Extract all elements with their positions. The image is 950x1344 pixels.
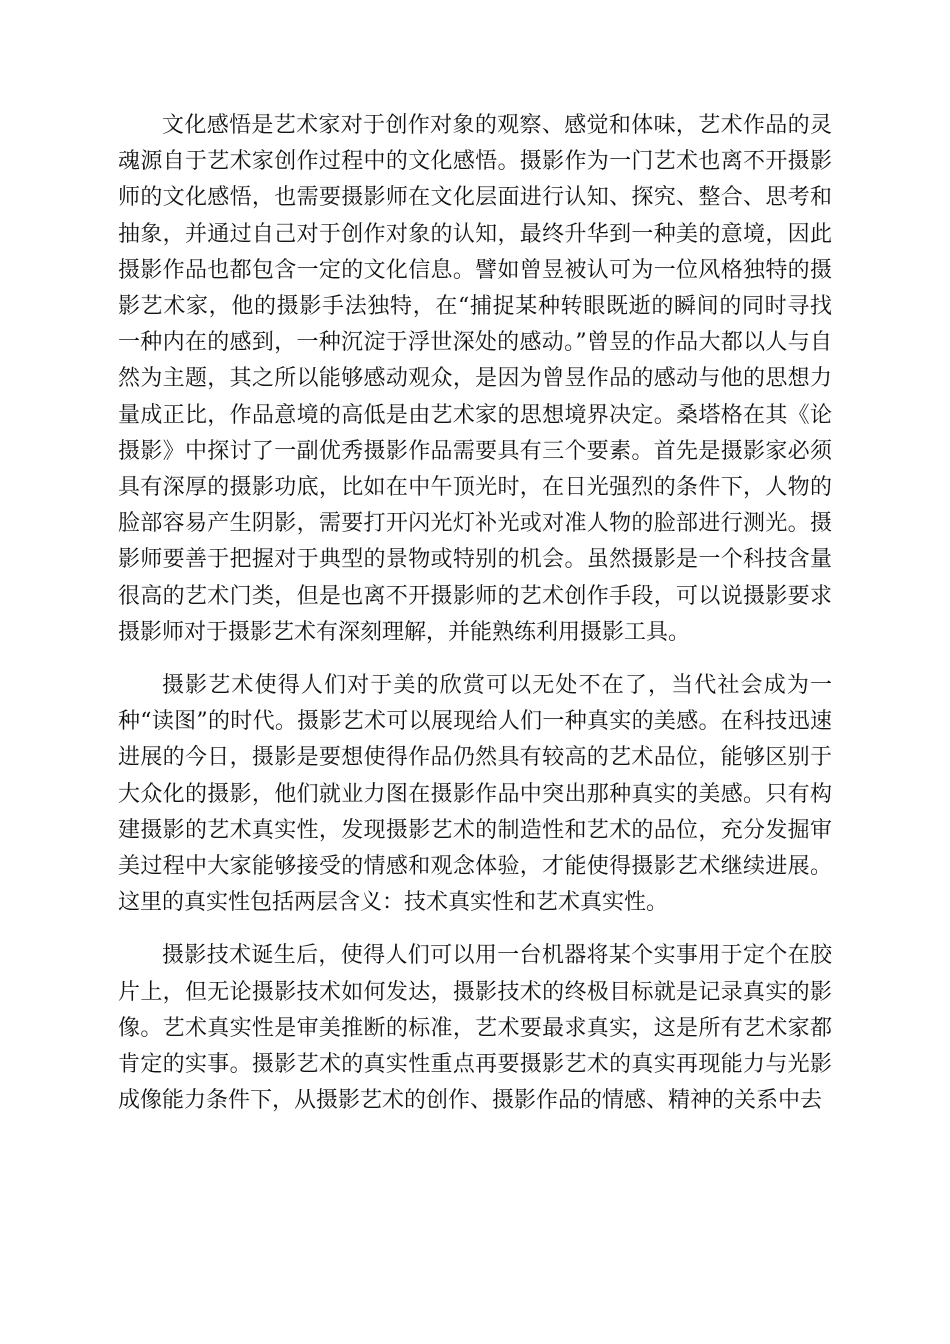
- paragraph-photographic-technology: 摄影技术诞生后，使得人们可以用一台机器将某个实事用于定个在胶片上，但无论摄影技术如何发达，摄影技术的终极目标就是记录真实的影像。艺术真实性是审美推断的标准，艺术要最求真实，这是所有艺术家都肯定的实事。摄影艺术的真实性重点再要摄影艺术的真实再现能力与光影成像能力条件下，从摄影艺术的创作、摄影作品的情感、精神的关系中去: [118, 943, 832, 1114]
- paragraph-photographic-authenticity: 摄影艺术使得人们对于美的欣赏可以无处不在了，当代社会成为一种“读图”的时代。摄影艺术可以展现给人们一种真实的美感。在科技迅速进展的今日，摄影是要想使得作品仍然具有较高的艺术品位，能够区别于大众化的摄影，他们就业力图在摄影作品中突出那种真实的美感。只有构建摄影的艺术真实性，发现摄影艺术的制造性和艺术的品位，充分发掘审美过程中大家能够接受的情感和观念体验，才能使得摄影艺术继续进展。这里的真实性包括两层含义：技术真实性和艺术真实性。: [118, 673, 832, 916]
- document-body: [118, 108, 832, 1119]
- paragraph-cultural-perception: 文化感悟是艺术家对于创作对象的观察、感觉和体味，艺术作品的灵魂源自于艺术家创作过程中的文化感悟。摄影作为一门艺术也离不开摄影师的文化感悟，也需要摄影师在文化层面进行认知、探究、整合、思考和抽象，并通过自己对于创作对象的认知，最终升华到一种美的意境，因此摄影作品也都包含一定的文化信息。譬如曾昱被认可为一位风格独特的摄影艺术家，他的摄影手法独特，在“捕捉某种转眼既逝的瞬间的同时寻找一种内在的感到，一种沉淀于浮世深处的感动。”曾昱的作品大都以人与自然为主题，其之所以能够感动观众，是因为曾昱作品的感动与他的思想力量成正比，作品意境的高低是由艺术家的思想境界决定。桑塔格在其《论摄影》中探讨了一副优秀摄影作品需要具有三个要素。首先是摄影家必须具有深厚的摄影功底，比如在中午顶光时，在日光强烈的条件下，人物的脸部容易产生阴影，需要打开闪光灯补光或对准人物的脸部进行测光。摄影师要善于把握对于典型的景物或特别的机会。虽然摄影是一个科技含量很高的艺术门类，但是也离不开摄影师的艺术创作手段，可以说摄影要求摄影师对于摄影艺术有深刻理解，并能熟练利用摄影工具。: [118, 113, 832, 645]
